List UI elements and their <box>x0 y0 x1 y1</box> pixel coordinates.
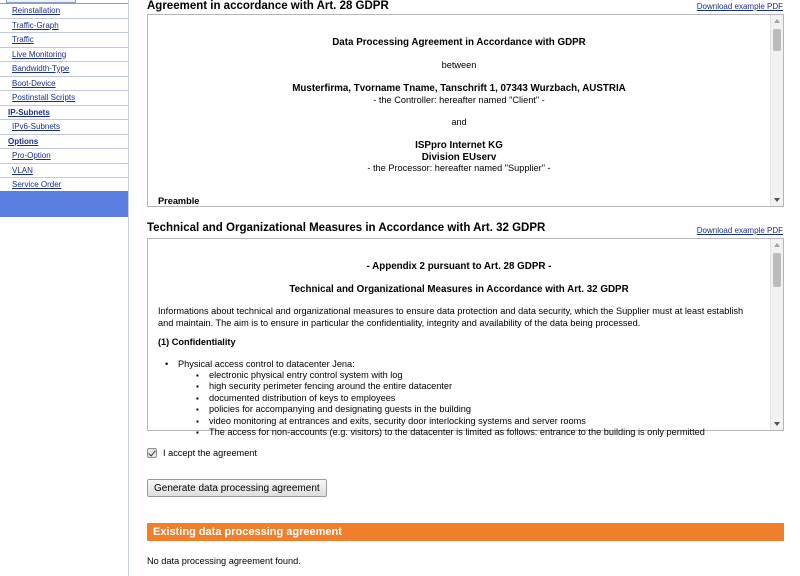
sidebar-link[interactable]: Pro-Option <box>12 151 51 160</box>
tom-download-pdf-link[interactable]: Download example PDF <box>696 226 783 235</box>
scroll-up-arrow-icon[interactable] <box>774 243 780 247</box>
dpa-download-pdf-link[interactable]: Download example PDF <box>696 2 783 11</box>
scroll-down-arrow-icon[interactable] <box>774 422 780 426</box>
list-item: ▪ The access for non-accounts (e.g. visitors) to the datacenter is limited as follows: entrance to the building is only permitted <box>209 427 705 438</box>
dpa-doc-processor-division: Division EUserv <box>421 152 497 163</box>
sidebar-link[interactable]: Postinstall Scripts <box>12 93 76 102</box>
sidebar-item-postinstall-scripts[interactable] <box>0 91 128 106</box>
sidebar-item-ip-subnets[interactable] <box>0 106 128 121</box>
sidebar-link[interactable]: Traffic <box>12 35 34 44</box>
sidebar-menu <box>0 4 128 193</box>
tom-doc-measures-list <box>209 370 705 438</box>
scroll-down-arrow-icon[interactable] <box>774 198 780 202</box>
dpa-doc-controller-role: - the Controller: hereafter named "Client" - <box>373 95 545 105</box>
sidebar-link[interactable]: Live Monitoring <box>12 49 67 59</box>
sidebar-link[interactable]: Service Order <box>12 180 62 189</box>
scrollbar-thumb[interactable] <box>773 253 781 287</box>
tom-doc-intro: Informations about technical and organizational measures to ensure data protection and data security, which the Supplier must at least establish and maintain. The aim is to ensure in particular the confidentiality, integrity and availability of the data being processed. <box>158 306 744 328</box>
scrollbar-thumb[interactable] <box>773 29 781 51</box>
sidebar-top-tab <box>6 0 76 3</box>
sidebar-item-options[interactable] <box>0 135 128 150</box>
sidebar-link[interactable]: Options <box>8 136 39 146</box>
tom-doc-heading: Technical and Organizational Measures in Accordance with Art. 32 GDPR <box>289 284 629 295</box>
accept-agreement-row[interactable] <box>147 448 257 458</box>
sidebar-link[interactable]: Boot-Device <box>12 78 56 88</box>
no-agreement-message: No data processing agreement found. <box>147 556 301 566</box>
dpa-doc-controller-name: Musterfirma, Tvorname Tname, Tanschrift 1, 07343 Wurzbach, AUSTRIA <box>292 83 626 94</box>
dpa-document-content <box>148 15 770 206</box>
sidebar-item-pro-option[interactable] <box>0 149 128 164</box>
sidebar-item-reinstallation[interactable] <box>0 4 128 19</box>
accept-agreement-checkbox[interactable] <box>147 448 157 458</box>
sidebar-item-live-monitoring[interactable] <box>0 48 128 63</box>
list-item: ▪ policies for accompanying and designating guests in the building <box>209 404 705 415</box>
sidebar-item-vlan[interactable] <box>0 164 128 179</box>
existing-agreement-header: Existing data processing agreement <box>147 523 784 541</box>
tom-document-content <box>148 239 770 438</box>
dpa-doc-processor-role: - the Processor: hereafter named "Supplier" - <box>367 163 551 173</box>
tom-document-box[interactable] <box>147 238 784 438</box>
list-item: ▪ video monitoring at entrances and exits, security door interlocking systems and server rooms <box>209 416 705 427</box>
tom-scrollbar[interactable] <box>770 239 783 430</box>
tom-doc-physical-access: • Physical access control to datacenter Jena: <box>178 359 355 369</box>
generate-agreement-button[interactable]: Generate data processing agreement <box>147 479 327 497</box>
sidebar-item-traffic[interactable] <box>0 33 128 48</box>
sidebar-link[interactable]: Reinstallation <box>12 6 61 15</box>
list-item: ▪ high security perimeter fencing around the entire datacenter <box>209 381 705 392</box>
dpa-scrollbar[interactable] <box>770 15 783 206</box>
dpa-document-box[interactable] <box>147 14 784 207</box>
list-item: ▪ documented distribution of keys to employees <box>209 393 705 404</box>
sidebar-item-bandwidth-type[interactable] <box>0 62 128 77</box>
tom-doc-appendix: - Appendix 2 pursuant to Art. 28 GDPR - <box>366 261 552 272</box>
sidebar-link[interactable]: Bandwidth-Type <box>12 64 70 73</box>
tom-section-title: Technical and Organizational Measures in Accordance with Art. 32 GDPR <box>147 222 546 234</box>
sidebar-link[interactable]: Traffic-Graph <box>12 20 59 30</box>
sidebar-link[interactable]: IP-Subnets <box>8 107 50 117</box>
scroll-up-arrow-icon[interactable] <box>774 19 780 23</box>
list-item: ▪ electronic physical entry control system with log <box>209 370 705 381</box>
sidebar-item-ipv6-subnets[interactable] <box>0 120 128 135</box>
tom-doc-confidentiality: (1) Confidentiality <box>158 337 236 347</box>
dpa-doc-preamble: Preamble <box>158 196 200 206</box>
sidebar-footer-block <box>0 191 128 217</box>
sidebar-nav <box>0 0 129 576</box>
accept-agreement-label[interactable]: I accept the agreement <box>163 448 257 458</box>
dpa-section-title: Agreement in accordance with Art. 28 GDPR <box>147 0 389 12</box>
dpa-doc-and: and <box>451 117 467 127</box>
sidebar-item-traffic-graph[interactable] <box>0 19 128 34</box>
dpa-doc-heading: Data Processing Agreement in Accordance with GDPR <box>332 37 586 48</box>
sidebar-link[interactable]: IPv6-Subnets <box>12 122 61 131</box>
dpa-doc-processor-name: ISPpro Internet KG <box>415 140 503 151</box>
sidebar-item-boot-device[interactable] <box>0 77 128 92</box>
sidebar-link[interactable]: VLAN <box>12 165 33 175</box>
dpa-doc-between: between <box>441 60 477 70</box>
